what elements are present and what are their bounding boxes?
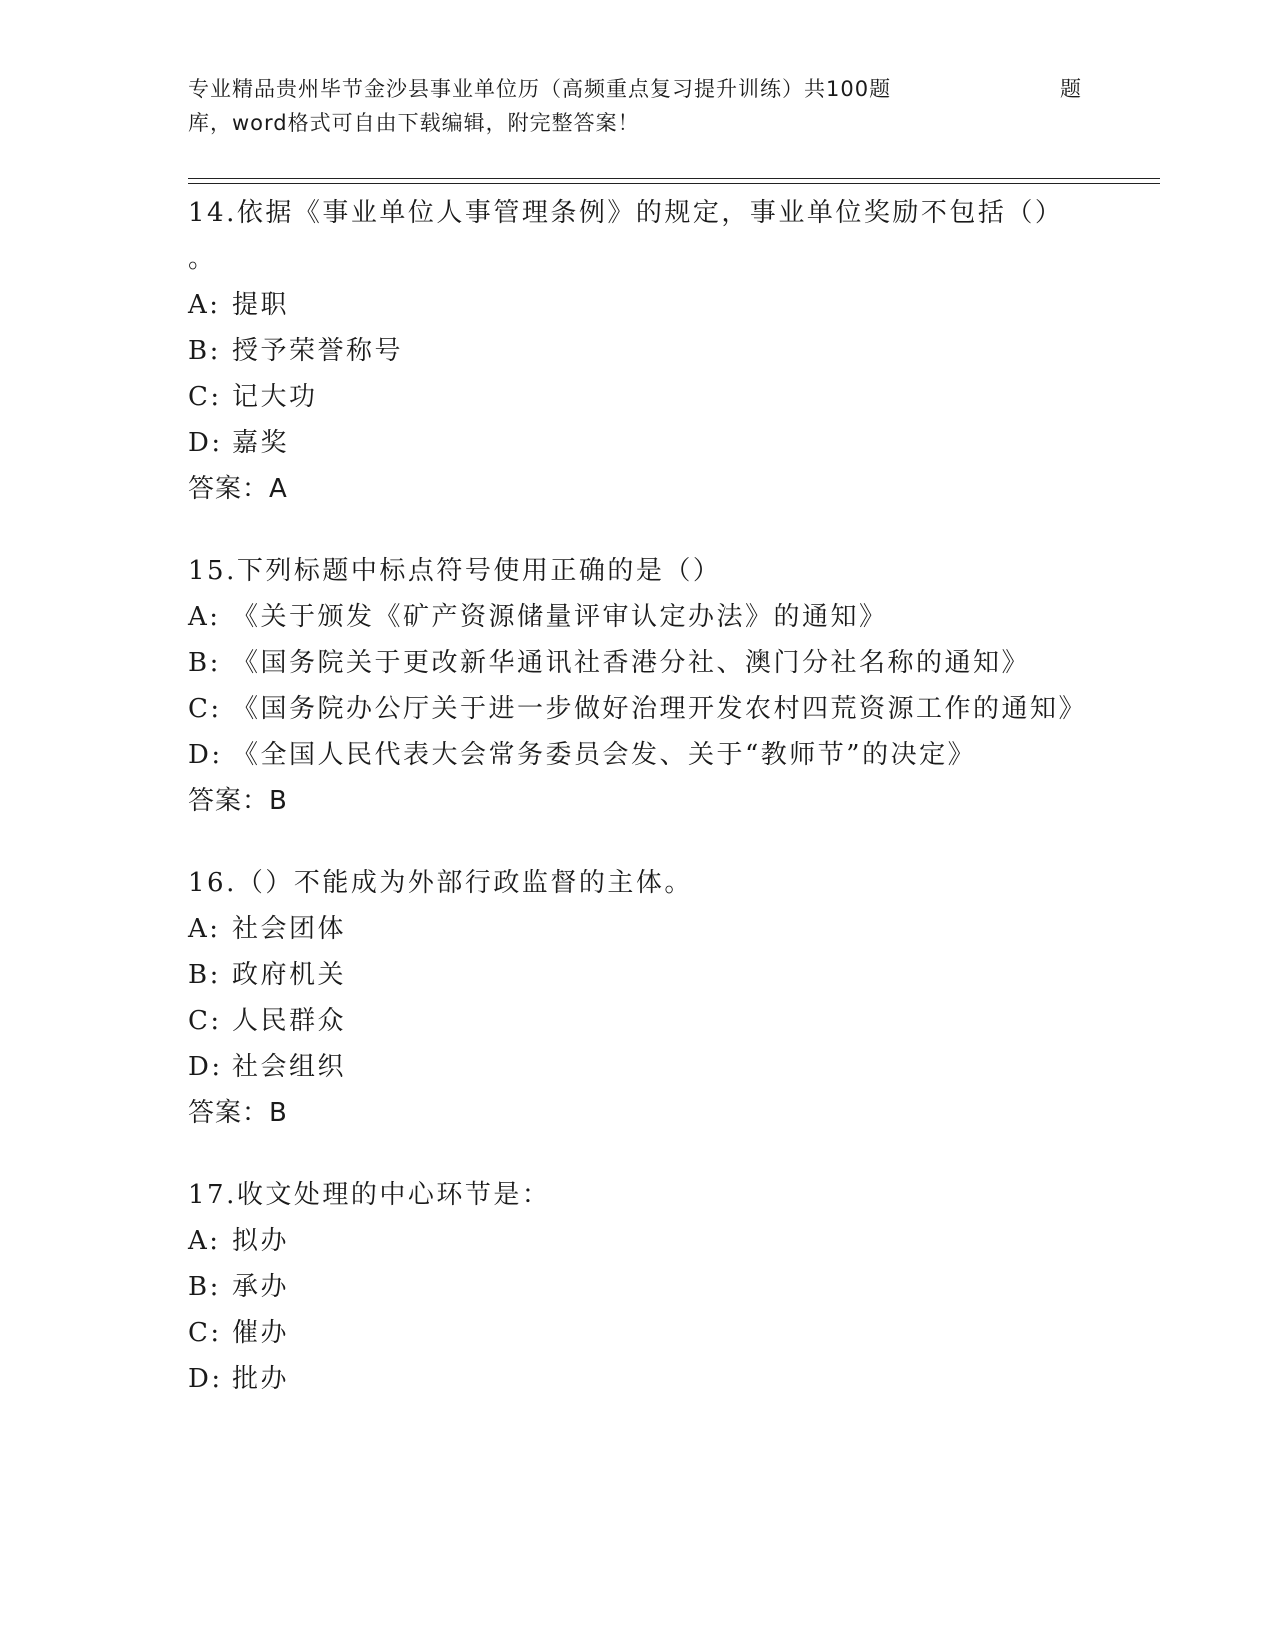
- option-label: A:: [188, 1226, 221, 1256]
- answer-line: 答案：A: [188, 474, 288, 504]
- question-list: [188, 190, 1088, 1438]
- header-title: 专业精品贵州毕节金沙县事业单位历（高频重点复习提升训练）共100题: [188, 77, 892, 101]
- option-text: 《关于颁发《矿产资源储量评审认定办法》的通知》: [232, 602, 888, 632]
- option-text: 社会组织: [232, 1052, 347, 1082]
- question-text: 15.下列标题中标点符号使用正确的是（）: [188, 556, 722, 586]
- option-b: [188, 640, 1088, 686]
- question-text: 14.依据《事业单位人事管理条例》的规定，事业单位奖励不包括（）: [188, 198, 1064, 228]
- header-divider-bottom: [188, 183, 1160, 184]
- question-17: [188, 1172, 1088, 1402]
- question-text: 17.收文处理的中心环节是：: [188, 1180, 551, 1210]
- header-title-tail: 题: [1060, 77, 1082, 101]
- option-label: A:: [188, 914, 221, 944]
- header-line-1: [188, 72, 1088, 106]
- option-d: [188, 1356, 1088, 1402]
- option-label: D:: [188, 740, 223, 770]
- question-15: [188, 548, 1088, 824]
- option-text: 承办: [232, 1272, 290, 1302]
- option-label: D:: [188, 1052, 223, 1082]
- option-label: C:: [188, 694, 222, 724]
- option-label: B:: [188, 648, 221, 678]
- option-a: [188, 282, 1088, 328]
- option-text: 记大功: [232, 382, 318, 412]
- option-d: [188, 420, 1088, 466]
- option-text: 人民群众: [232, 1006, 347, 1036]
- option-d: [188, 1044, 1088, 1090]
- option-c: [188, 998, 1088, 1044]
- header-divider-top: [188, 178, 1160, 179]
- question-text-continued: 。: [188, 244, 217, 274]
- option-label: C:: [188, 1006, 222, 1036]
- option-label: D:: [188, 1364, 223, 1394]
- option-text: 《全国人民代表大会常务委员会发、关于“教师节”的决定》: [232, 740, 977, 770]
- option-label: A:: [188, 602, 221, 632]
- option-c: [188, 374, 1088, 420]
- option-c: [188, 686, 1088, 732]
- document-header: [188, 72, 1088, 140]
- option-a: [188, 906, 1088, 952]
- option-label: B:: [188, 1272, 221, 1302]
- header-line-2: 库，word格式可自由下载编辑，附完整答案！: [188, 111, 640, 135]
- option-text: 批办: [232, 1364, 290, 1394]
- option-text: 嘉奖: [232, 428, 290, 458]
- question-14: [188, 190, 1088, 512]
- option-label: A:: [188, 290, 221, 320]
- answer-line: 答案：B: [188, 1098, 288, 1128]
- option-b: [188, 952, 1088, 998]
- option-text: 授予荣誉称号: [232, 336, 404, 366]
- option-text: 提职: [232, 290, 290, 320]
- option-a: [188, 594, 1088, 640]
- question-text: 16.（）不能成为外部行政监督的主体。: [188, 868, 693, 898]
- option-text: 社会团体: [232, 914, 347, 944]
- option-text: 拟办: [232, 1226, 290, 1256]
- option-label: C:: [188, 1318, 222, 1348]
- option-d: [188, 732, 1088, 778]
- option-label: B:: [188, 336, 221, 366]
- option-label: C:: [188, 382, 222, 412]
- option-a: [188, 1218, 1088, 1264]
- option-text: 《国务院办公厅关于进一步做好治理开发农村四荒资源工作的通知》: [232, 694, 1088, 724]
- answer-line: 答案：B: [188, 786, 288, 816]
- option-text: 《国务院关于更改新华通讯社香港分社、澳门分社名称的通知》: [232, 648, 1031, 678]
- option-b: [188, 328, 1088, 374]
- option-label: B:: [188, 960, 221, 990]
- option-label: D:: [188, 428, 223, 458]
- question-16: [188, 860, 1088, 1136]
- option-text: 催办: [232, 1318, 290, 1348]
- option-c: [188, 1310, 1088, 1356]
- option-b: [188, 1264, 1088, 1310]
- option-text: 政府机关: [232, 960, 347, 990]
